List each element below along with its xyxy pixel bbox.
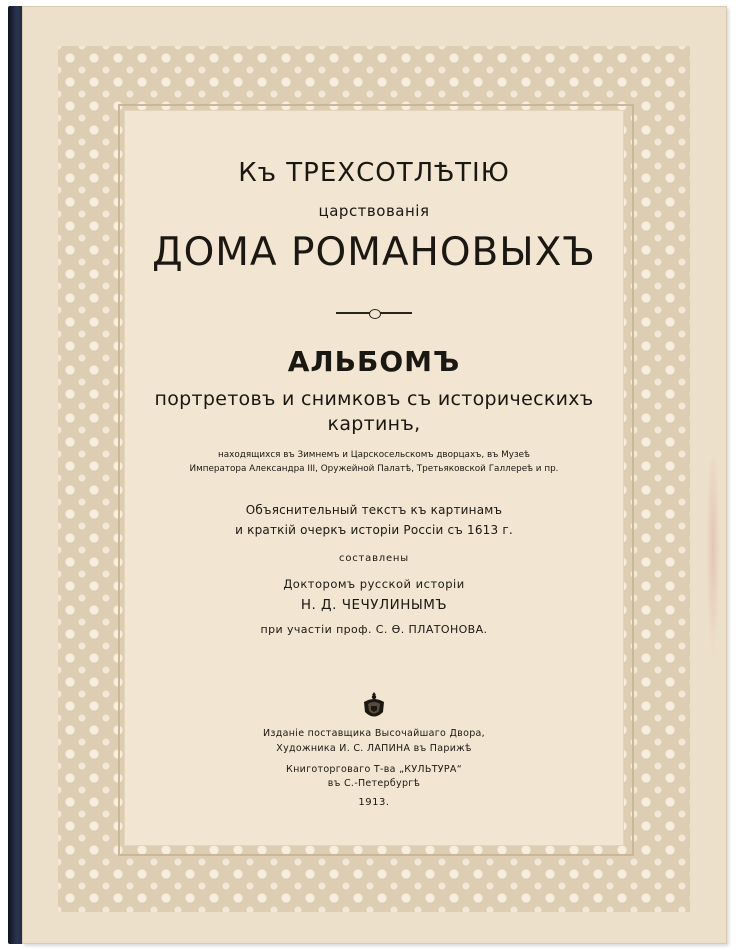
imperial-eagle-crest-icon [360, 690, 388, 722]
explanatory-text-line2: и краткій очеркъ исторіи Россіи съ 1613 г. [235, 523, 513, 537]
album-title: АЛЬБОМЪ [287, 345, 461, 378]
participation-line: при участіи проф. С. Ѳ. ПЛАТОНОВА. [260, 623, 488, 636]
publication-year: 1913. [358, 797, 390, 808]
heading-house-romanov: ДОМА РОМАНОВЫХЪ [152, 230, 596, 275]
publisher-line1: Изданіе поставщика Высочайшаго Двора, [263, 728, 485, 739]
compiled-by: составлены [339, 553, 409, 564]
heading-tercentenary: Къ ТРЕХСОТЛѢТІЮ [238, 158, 510, 188]
title-page-text [124, 110, 624, 846]
location-line2: Императора Александра III, Оружейной Палатѣ, Третьяковской Галлереѣ и пр. [189, 464, 559, 474]
location-line1: находящихся въ Зимнемъ и Царскосельскомъ дворцахъ, въ Музеѣ [218, 450, 530, 460]
publisher-line2: Художника И. С. ЛАПИНА въ Парижѣ [276, 743, 472, 754]
publisher-line3: Книготорговаго Т-ва „КУЛЬТУРА“ [286, 764, 462, 775]
author-name: Н. Д. ЧЕЧУЛИНЫМЪ [300, 597, 448, 613]
heading-reign: царствованія [318, 202, 430, 220]
ornamental-divider-icon [336, 310, 412, 316]
publisher-line4: въ С.-Петербургѣ [327, 778, 421, 789]
explanatory-text-line1: Объяснительный текстъ къ картинамъ [245, 503, 503, 517]
doctor-title: Докторомъ русской исторіи [283, 577, 465, 591]
paper-stain [705, 460, 721, 680]
album-subtitle-line1: портретовъ и снимковъ съ историческихъ [154, 388, 594, 410]
album-subtitle-line2: картинъ, [327, 413, 421, 435]
